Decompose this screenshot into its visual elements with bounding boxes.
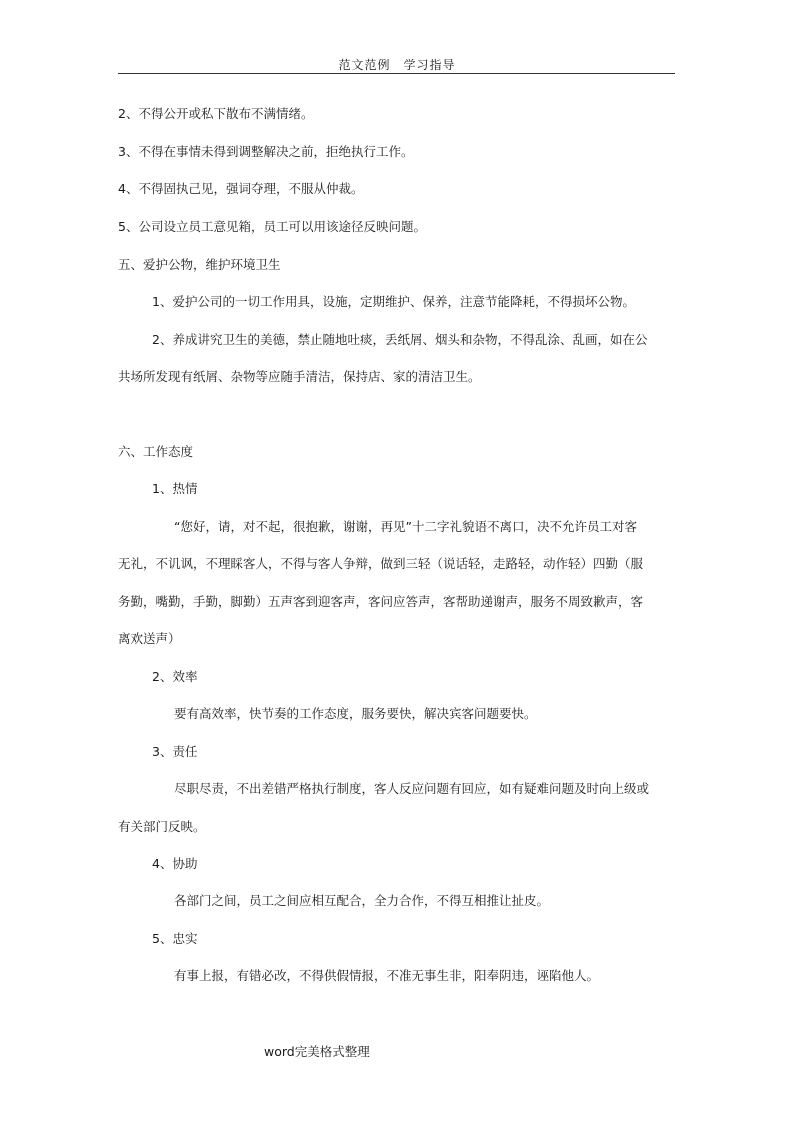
subheading: 1、热情 xyxy=(152,481,198,496)
paragraph-line: 3、不得在事情未得到调整解决之前，拒绝执行工作。 xyxy=(118,144,414,159)
paragraph-line: 有事上报，有错必改，不得供假情报，不准无事生非，阳奉阴违，诬陷他人。 xyxy=(174,968,600,983)
paragraph-line: 2、养成讲究卫生的美德，禁止随地吐痰，丢纸屑、烟头和杂物，不得乱涂、乱画，如在公 xyxy=(152,332,648,347)
paragraph-line: 5、公司设立员工意见箱，员工可以用该途径反映问题。 xyxy=(118,219,426,234)
paragraph-line: “您好，请，对不起，很抱歉，谢谢，再见”十二字礼貌语不离口，决不允许员工对客 xyxy=(174,519,637,534)
paragraph-line: 要有高效率，快节奏的工作态度，服务要快，解决宾客问题要快。 xyxy=(174,706,537,721)
paragraph-line: 共场所发现有纸屑、杂物等应随手清洁，保持店、家的清洁卫生。 xyxy=(118,369,481,384)
paragraph-line: 4、不得固执己见，强词夺理，不服从仲裁。 xyxy=(118,181,364,196)
subheading: 2、效率 xyxy=(152,669,198,684)
subheading: 5、忠实 xyxy=(152,931,198,946)
header-divider xyxy=(118,73,675,74)
header-title: 范文范例 学习指导 xyxy=(338,58,456,72)
paragraph-line: 1、爱护公司的一切工作用具，设施，定期维护、保养，注意节能降耗，不得损坏公物。 xyxy=(152,294,635,309)
paragraph-line: 务勤，嘴勤，手勤，脚勤）五声客到迎客声，客问应答声，客帮助递谢声，服务不周致歉声，客 xyxy=(118,594,644,609)
page-footer: word完美格式整理 xyxy=(264,1044,370,1059)
paragraph-line: 离欢送声） xyxy=(118,631,181,646)
section-heading: 六、工作态度 xyxy=(118,444,194,459)
section-heading: 五、爱护公物，维护环境卫生 xyxy=(118,257,281,272)
paragraph-line: 有关部门反映。 xyxy=(118,819,206,834)
paragraph-line: 尽职尽责，不出差错严格执行制度，客人反应问题有回应，如有疑难问题及时向上级或 xyxy=(174,781,650,796)
paragraph-line: 2、不得公开或私下散布不满情绪。 xyxy=(118,106,314,121)
subheading: 3、责任 xyxy=(152,744,198,759)
subheading: 4、协助 xyxy=(152,856,198,871)
paragraph-line: 无礼，不讥讽，不理睬客人，不得与客人争辩，做到三轻（说话轻，走路轻，动作轻）四勤（服 xyxy=(118,556,644,571)
paragraph-line: 各部门之间，员工之间应相互配合，全力合作，不得互相推让扯皮。 xyxy=(174,893,550,908)
